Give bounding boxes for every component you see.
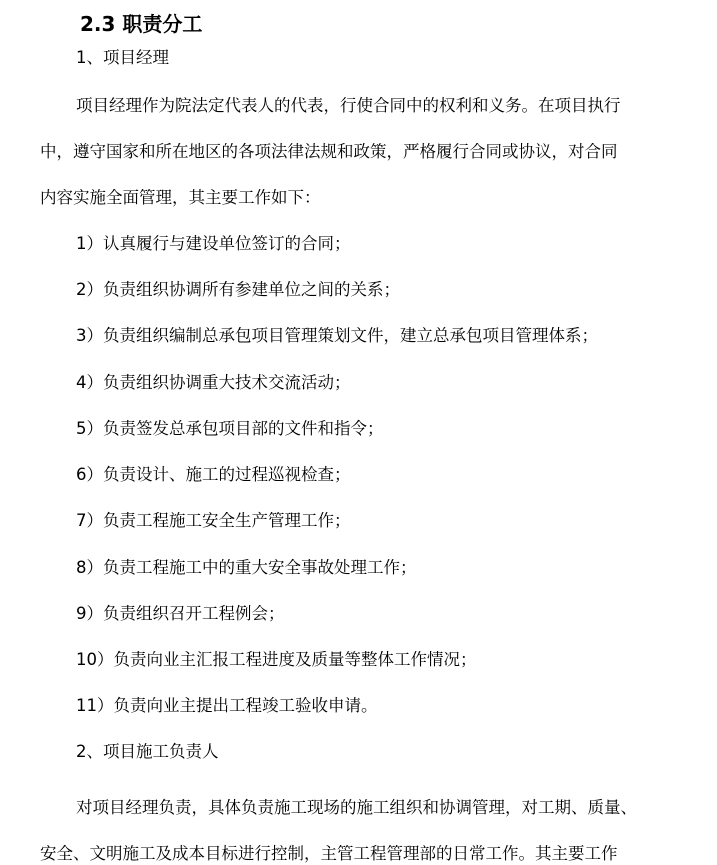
list-item: 1）认真履行与建设单位签订的合同； <box>76 234 351 253</box>
list-item: 10）负责向业主汇报工程进度及质量等整体工作情况； <box>76 650 477 669</box>
list-item: 2）负责组织协调所有参建单位之间的关系； <box>76 280 400 299</box>
paragraph-line: 项目经理作为院法定代表人的代表，行使合同中的权利和义务。在项目执行 <box>76 96 621 115</box>
list-item: 5）负责签发总承包项目部的文件和指令； <box>76 419 384 438</box>
subsection-title-construction-lead: 2、项目施工负责人 <box>76 742 219 761</box>
list-item: 3）负责组织编制总承包项目管理策划文件，建立总承包项目管理体系； <box>76 326 598 345</box>
paragraph-line: 安全、文明施工及成本目标进行控制，主管工程管理部的日常工作。其主要工作 <box>40 844 618 863</box>
subsection-title-project-manager: 1、项目经理 <box>76 48 169 67</box>
section-heading: 2.3 职责分工 <box>80 12 203 36</box>
paragraph-line: 对项目经理负责，具体负责施工现场的施工组织和协调管理，对工期、质量、 <box>76 798 637 817</box>
list-item: 7）负责工程施工安全生产管理工作； <box>76 511 351 530</box>
paragraph-line: 中，遵守国家和所在地区的各项法律法规和政策，严格履行合同或协议，对合同 <box>40 142 618 161</box>
list-item: 9）负责组织召开工程例会； <box>76 604 285 623</box>
paragraph-line: 内容实施全面管理，其主要工作如下： <box>40 188 321 207</box>
list-item: 11）负责向业主提出工程竣工验收申请。 <box>76 696 378 715</box>
list-item: 4）负责组织协调重大技术交流活动； <box>76 373 351 392</box>
list-item: 8）负责工程施工中的重大安全事故处理工作； <box>76 558 417 577</box>
list-item: 6）负责设计、施工的过程巡视检查； <box>76 465 351 484</box>
